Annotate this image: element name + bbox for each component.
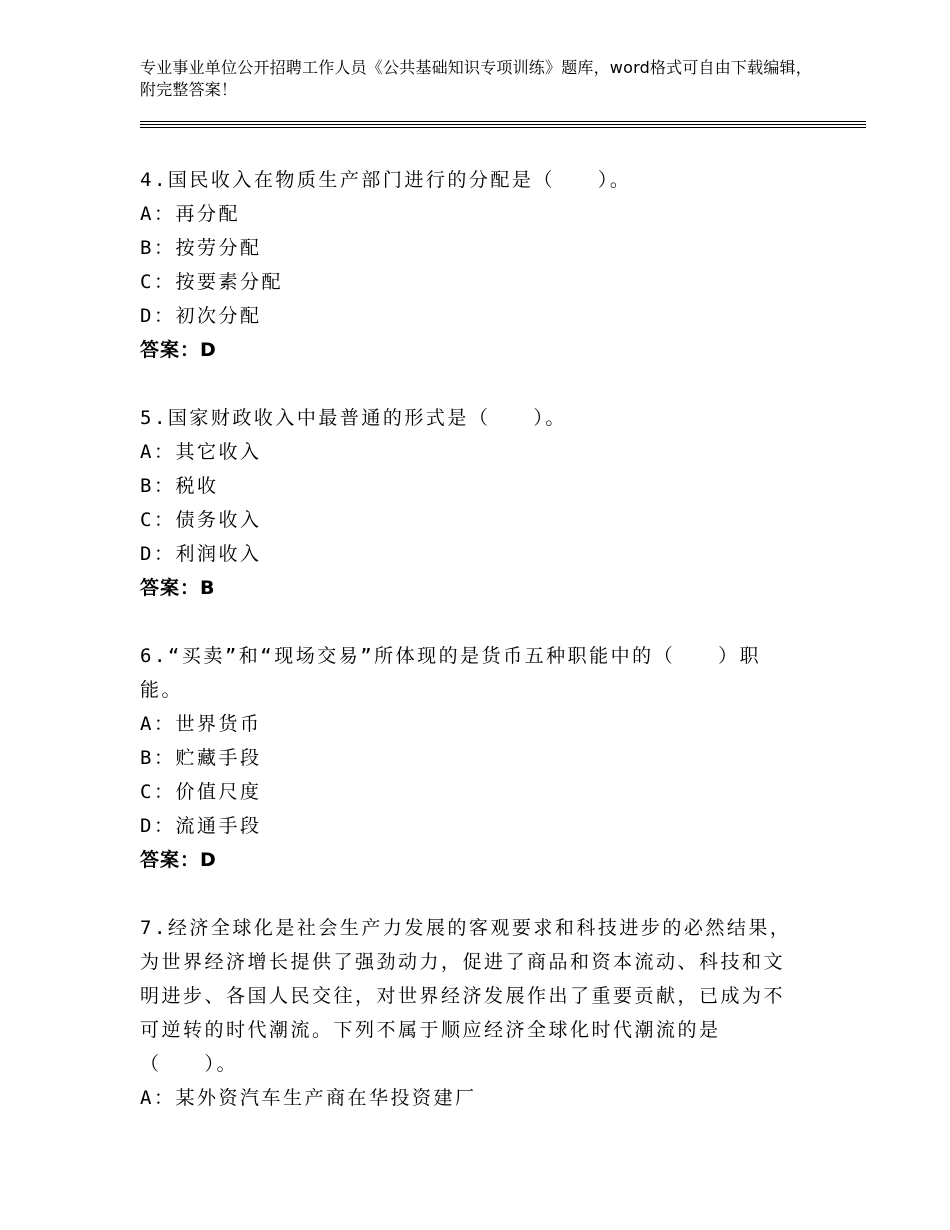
question-6 — [140, 639, 800, 877]
question-text: 4.国民收入在物质生产部门进行的分配是（ ）。 — [140, 169, 632, 191]
document-header: 专业事业单位公开招聘工作人员《公共基础知识专项训练》题库，word格式可自由下载编辑，附完整答案！ — [140, 58, 812, 99]
question-7 — [140, 911, 800, 1115]
question-text: 5.国家财政收入中最普通的形式是（ ）。 — [140, 407, 567, 429]
option-c: C：价值尺度 — [140, 781, 262, 803]
option-b: B：税收 — [140, 475, 219, 497]
answer-label: 答案：B — [140, 577, 216, 599]
header-rule — [140, 127, 866, 128]
answer-label: 答案：D — [140, 849, 217, 871]
option-d: D：流通手段 — [140, 815, 262, 837]
answer-label: 答案：D — [140, 339, 217, 361]
option-d: D：初次分配 — [140, 305, 262, 327]
header-rule — [140, 121, 866, 122]
option-a: A：其它收入 — [140, 441, 262, 463]
question-text: 6.“买卖”和“现场交易”所体现的是货币五种职能中的（ ）职能。 — [140, 645, 762, 701]
question-5 — [140, 401, 800, 605]
option-b: B：按劳分配 — [140, 237, 262, 259]
question-list — [140, 163, 800, 1149]
question-text: 7.经济全球化是社会生产力发展的客观要求和科技进步的必然结果，为世界经济增长提供了强劲动力，促进了商品和资本流动、科技和文明进步、各国人民交往，对世界经济发展作出了重要贡献，已成为不可逆转的时代潮流。下列不属于顺应经济全球化时代潮流的是（ ）。 — [140, 917, 792, 1075]
option-c: C：按要素分配 — [140, 271, 283, 293]
option-a: A：再分配 — [140, 203, 240, 225]
header-rule — [140, 124, 866, 125]
option-a: A：某外资汽车生产商在华投资建厂 — [140, 1087, 477, 1109]
option-a: A：世界货币 — [140, 713, 262, 735]
option-d: D：利润收入 — [140, 543, 262, 565]
option-c: C：债务收入 — [140, 509, 262, 531]
question-4 — [140, 163, 800, 367]
option-b: B：贮藏手段 — [140, 747, 262, 769]
